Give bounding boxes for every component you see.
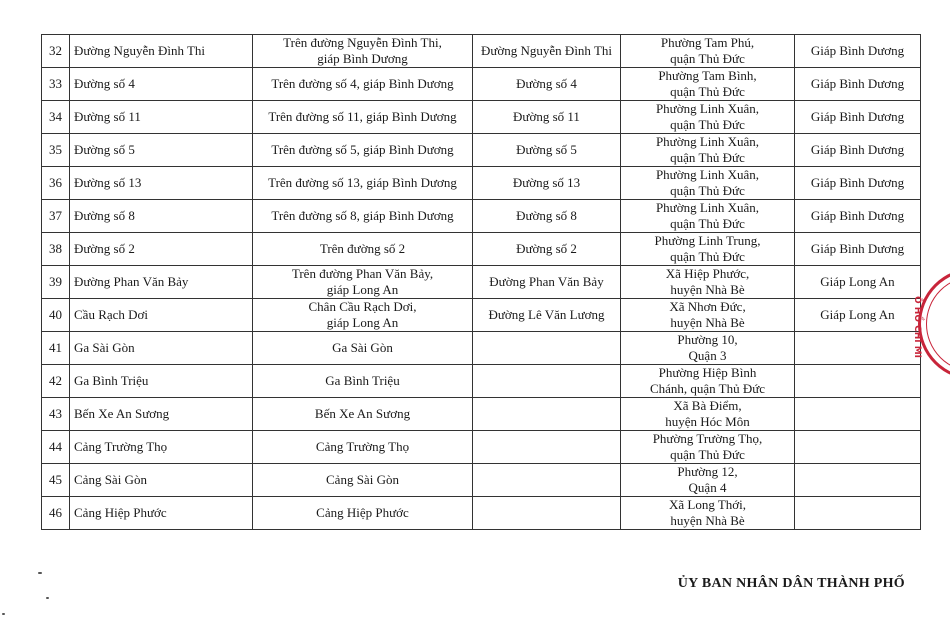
table-body [42,35,921,530]
start-point-line: Trên đường số 5, giáp Bình Dương [271,142,454,157]
border-note [795,365,921,398]
start-point-line: Cảng Sài Gòn [326,472,399,487]
ward-district [621,101,795,134]
ward-district-line: Phường Linh Xuân, [655,101,760,116]
ward-district [621,365,795,398]
location-name: Ga Sài Gòn [70,332,253,365]
ward-district [621,398,795,431]
row-number: 46 [42,497,70,530]
start-point [253,299,473,332]
location-name: Cảng Trường Thọ [70,431,253,464]
route-name: Đường số 5 [473,134,621,167]
border-note [795,497,921,530]
border-note [795,464,921,497]
ward-district [621,68,795,101]
ward-district-line: Quận 3 [688,348,727,363]
ward-district [621,497,795,530]
route-name: Đường số 8 [473,200,621,233]
start-point-line: giáp Long An [326,315,399,330]
scan-speck [46,597,49,599]
ward-district-line: quận Thủ Đức [670,216,745,231]
row-number: 34 [42,101,70,134]
border-note: Giáp Bình Dương [795,35,921,68]
location-name: Cảng Sài Gòn [70,464,253,497]
start-point [253,266,473,299]
row-number: 42 [42,365,70,398]
location-name: Cầu Rạch Dơi [70,299,253,332]
ward-district-line: Phường Trường Thọ, [652,431,763,446]
start-point-line: Trên đường Phan Văn Bảy, [291,266,434,281]
ward-district-line: huyện Nhà Bè [670,282,745,297]
start-point-line: Trên đường Nguyễn Đình Thi, [283,35,442,50]
table-row [42,101,921,134]
start-point-line: Trên đường số 2 [319,241,406,256]
signature-block-title: ỦY BAN NHÂN DÂN THÀNH PHỐ [677,576,905,591]
table-row [42,332,921,365]
ward-district [621,200,795,233]
table-row [42,134,921,167]
seal-text: Ồ HỒ CHÍ MI [912,296,922,359]
location-name: Đường số 5 [70,134,253,167]
ward-district-line: Quận 4 [688,480,727,495]
location-name: Bến Xe An Sương [70,398,253,431]
scan-speck [38,572,42,574]
route-name [473,497,621,530]
border-note [795,332,921,365]
ward-district [621,332,795,365]
location-name: Đường Phan Văn Bảy [70,266,253,299]
ward-district [621,266,795,299]
start-point [253,497,473,530]
border-note [795,431,921,464]
location-name: Đường số 4 [70,68,253,101]
row-number: 32 [42,35,70,68]
start-point [253,464,473,497]
start-point [253,365,473,398]
table-row [42,464,921,497]
start-point [253,200,473,233]
border-note: Giáp Bình Dương [795,68,921,101]
route-name: Đường Phan Văn Bảy [473,266,621,299]
ward-district-line: Phường Linh Xuân, [655,134,760,149]
ward-district-line: huyện Nhà Bè [670,315,745,330]
start-point-line: Bến Xe An Sương [314,406,411,421]
route-name: Đường Nguyễn Đình Thi [473,35,621,68]
border-note: Giáp Bình Dương [795,200,921,233]
border-note: Giáp Long An [795,299,921,332]
row-number: 45 [42,464,70,497]
route-name: Đường số 4 [473,68,621,101]
ward-district-line: Phường Hiệp Bình [658,365,757,380]
ward-district-line: quận Thủ Đức [670,447,745,462]
location-name: Đường số 13 [70,167,253,200]
table-row [42,497,921,530]
start-point [253,431,473,464]
ward-district [621,464,795,497]
border-note: Giáp Bình Dương [795,134,921,167]
ward-district-line: Phường 10, [677,332,738,347]
table-row [42,365,921,398]
ward-district-line: Phường Tam Bình, [658,68,757,83]
table-row [42,266,921,299]
border-note: Giáp Bình Dương [795,167,921,200]
row-number: 37 [42,200,70,233]
location-name: Cảng Hiệp Phước [70,497,253,530]
start-point-line: Trên đường số 11, giáp Bình Dương [268,109,457,124]
start-point-line: Ga Bình Triệu [325,373,400,388]
start-point-line: Chân Cầu Rạch Dơi, [308,299,417,314]
ward-district [621,134,795,167]
border-note [795,398,921,431]
table-row [42,233,921,266]
route-name [473,398,621,431]
locations-table [41,34,921,530]
ward-district-line: quận Thủ Đức [670,51,745,66]
route-name [473,431,621,464]
row-number: 38 [42,233,70,266]
route-name [473,365,621,398]
official-seal [906,268,950,388]
ward-district-line: quận Thủ Đức [670,249,745,264]
table-row [42,299,921,332]
ward-district-line: huyện Hóc Môn [665,414,750,429]
border-note: Giáp Bình Dương [795,101,921,134]
ward-district-line: quận Thủ Đức [670,183,745,198]
ward-district [621,299,795,332]
start-point [253,35,473,68]
row-number: 36 [42,167,70,200]
start-point-line: Cảng Hiệp Phước [316,505,409,520]
ward-district-line: Phường Linh Xuân, [655,167,760,182]
location-name: Đường Nguyễn Đình Thi [70,35,253,68]
location-name: Đường số 2 [70,233,253,266]
route-name: Đường Lê Văn Lương [473,299,621,332]
ward-district-line: quận Thủ Đức [670,150,745,165]
route-name: Đường số 13 [473,167,621,200]
start-point [253,68,473,101]
route-name [473,332,621,365]
start-point [253,101,473,134]
ward-district [621,35,795,68]
start-point-line: giáp Long An [326,282,399,297]
start-point-line: Cảng Trường Thọ [315,439,410,454]
scan-speck [2,613,5,615]
ward-district-line: Xã Nhơn Đức, [669,299,746,314]
row-number: 39 [42,266,70,299]
location-name: Ga Bình Triệu [70,365,253,398]
row-number: 35 [42,134,70,167]
ward-district-line: huyện Nhà Bè [670,513,745,528]
start-point-line: Ga Sài Gòn [332,340,393,355]
start-point-line: giáp Bình Dương [317,51,408,66]
table-row [42,68,921,101]
route-name: Đường số 11 [473,101,621,134]
row-number: 43 [42,398,70,431]
route-name: Đường số 2 [473,233,621,266]
route-name [473,464,621,497]
row-number: 41 [42,332,70,365]
location-name: Đường số 8 [70,200,253,233]
start-point-line: Trên đường số 8, giáp Bình Dương [271,208,454,223]
ward-district-line: Xã Bà Điểm, [673,398,742,413]
ward-district-line: Phường 12, [677,464,738,479]
ward-district-line: quận Thủ Đức [670,117,745,132]
ward-district [621,233,795,266]
table-row [42,398,921,431]
table-row [42,167,921,200]
ward-district-line: Phường Tam Phú, [660,35,755,50]
table-row [42,200,921,233]
start-point [253,398,473,431]
ward-district-line: Phường Linh Xuân, [655,200,760,215]
ward-district-line: Phường Linh Trung, [654,233,761,248]
border-note: Giáp Bình Dương [795,233,921,266]
start-point-line: Trên đường số 13, giáp Bình Dương [268,175,457,190]
start-point [253,332,473,365]
row-number: 44 [42,431,70,464]
start-point [253,167,473,200]
start-point [253,134,473,167]
ward-district [621,431,795,464]
start-point-line: Trên đường số 4, giáp Bình Dương [271,76,454,91]
border-note: Giáp Long An [795,266,921,299]
start-point [253,233,473,266]
row-number: 40 [42,299,70,332]
row-number: 33 [42,68,70,101]
ward-district-line: Xã Long Thới, [668,497,747,512]
ward-district-line: quận Thủ Đức [670,84,745,99]
table-row [42,431,921,464]
ward-district [621,167,795,200]
ward-district-line: Chánh, quận Thủ Đức [649,381,766,396]
table-row [42,35,921,68]
location-name: Đường số 11 [70,101,253,134]
ward-district-line: Xã Hiệp Phước, [665,266,750,281]
